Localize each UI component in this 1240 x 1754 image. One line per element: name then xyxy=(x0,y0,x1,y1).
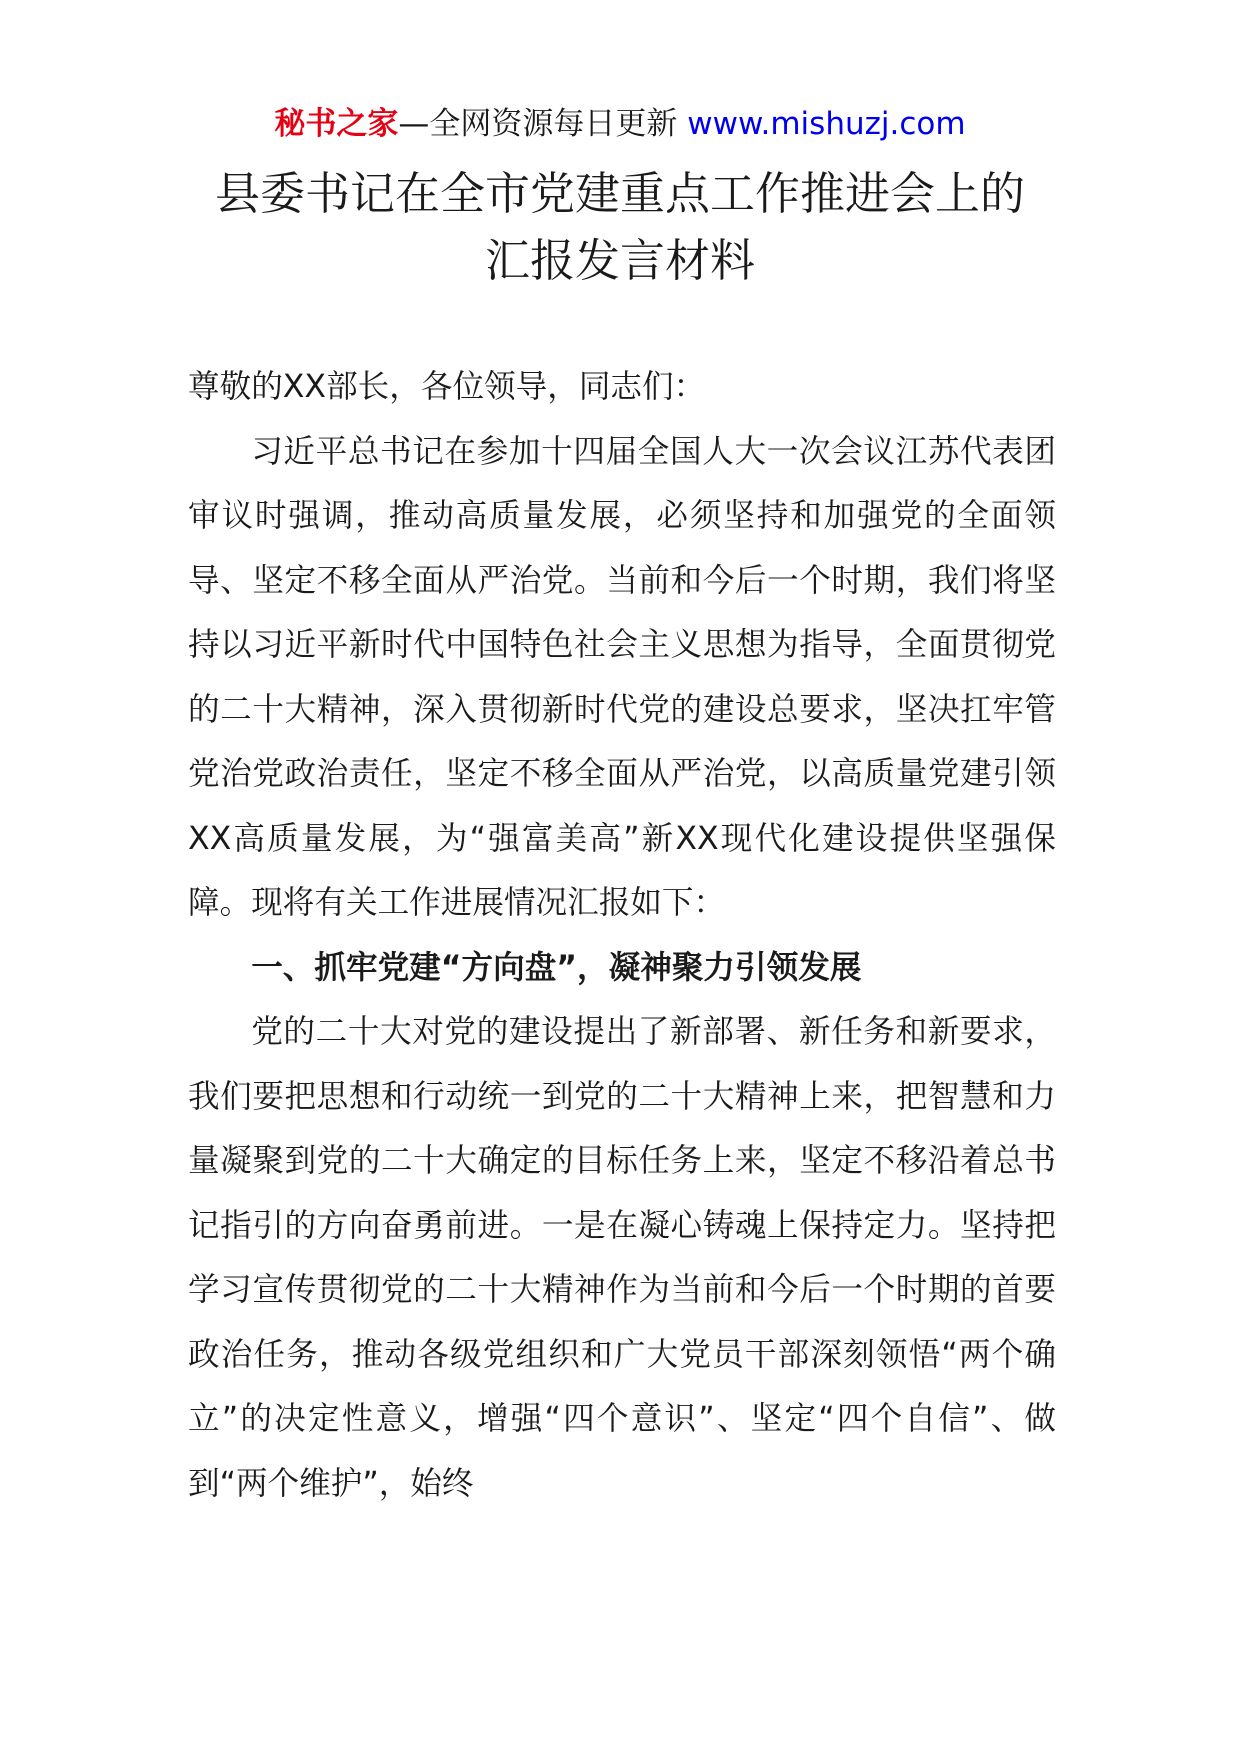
document-title xyxy=(0,160,1240,294)
title-line-1: 县委书记在全市党建重点工作推进会上的 xyxy=(214,167,1025,220)
site-url-link[interactable]: www.mishuzj.com xyxy=(687,106,966,142)
paragraph-section-1: 党的二十大对党的建设提出了新部署、新任务和新要求，我们要把思想和行动统一到党的二十大精神上来，把智慧和力量凝聚到党的二十大确定的目标任务上来，坚定不移沿着总书记指引的方向奋勇前进。一是在凝心铸魂上保持定力。坚持把学习宣传贯彻党的二十大精神作为当前和今后一个时期的首要政治任务，推动各级党组织和广大党员干部深刻领悟“两个确立”的决定性意义，增强“四个意识”、坚定“四个自信”、做到“两个维护”，始终 xyxy=(188,1014,1056,1502)
brand-name: 秘书之家 xyxy=(274,106,399,142)
section-heading-1: 一、抓牢党建“方向盘”，凝神聚力引领发展 xyxy=(251,949,862,986)
paragraph-intro: 习近平总书记在参加十四届全国人大一次会议江苏代表团审议时强调，推动高质量发展，必须坚持和加强党的全面领导、坚定不移全面从严治党。当前和今后一个时期，我们将坚持以习近平新时代中国特色社会主义思想为指导，全面贯彻党的二十大精神，深入贯彻新时代党的建设总要求，坚决扛牢管党治党政治责任，坚定不移全面从严治党，以高质量党建引领XX高质量发展，为“强富美高”新XX现代化建设提供坚强保障。现将有关工作进展情况汇报如下： xyxy=(188,433,1056,921)
document-body xyxy=(188,355,1056,1516)
salutation: 尊敬的XX部长，各位领导，同志们： xyxy=(188,369,706,405)
title-line-2: 汇报发言材料 xyxy=(484,234,755,287)
site-header xyxy=(0,100,1240,148)
header-tagline: —全网资源每日更新 xyxy=(398,106,688,142)
